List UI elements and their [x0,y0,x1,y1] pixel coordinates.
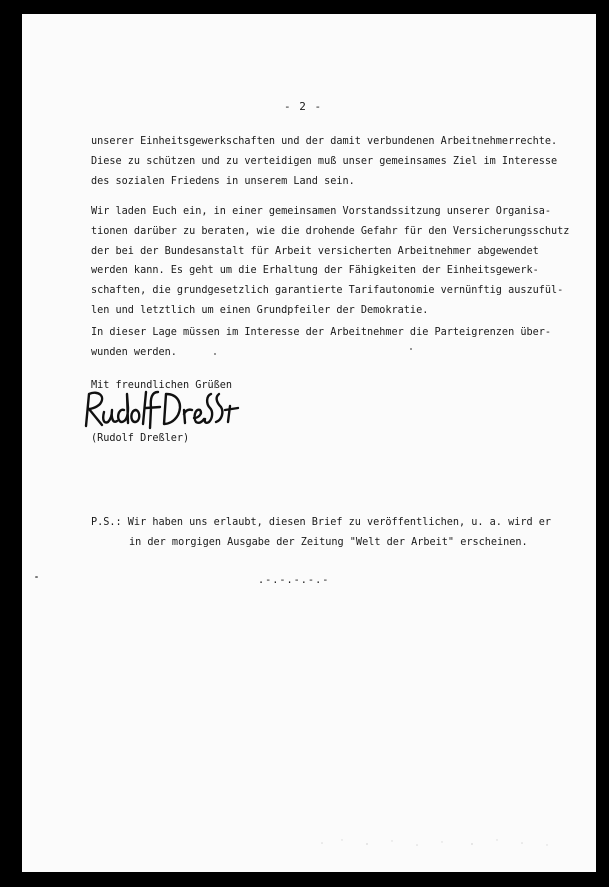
end-mark: .-.-.-.-.- [258,575,330,586]
document-page [22,14,596,872]
paragraph-1 [91,132,558,191]
postscript [91,513,551,553]
text-line: werden kann. Es geht um die Erhaltung der Fähigkeiten der Einheitsgewerk- [91,265,539,277]
scan-speck [410,348,412,350]
scan-speck [214,353,216,355]
scan-noise [312,834,562,852]
text-line: Wir laden Euch ein, in einer gemeinsamen Vorstandssitzung unserer Organisa- [91,206,552,217]
paragraph-3 [91,323,551,363]
handwritten-signature [80,388,240,430]
page-number: - 2 - [284,100,323,113]
text-line: des sozialen Friedens in unserem Land sein. [91,175,355,187]
text-line: der bei der Bundesanstalt für Arbeit versicherten Arbeitnehmer abgewendet [91,245,539,257]
text-line: schaften, die grundgesetzlich garantierte Tarifautonomie vernünftig auszufül- [91,285,564,297]
text-line: tionen darüber zu beraten, wie die drohende Gefahr für den Versicherungsschutz [91,225,570,237]
text-line: wunden werden. [91,346,177,358]
text-line: Diese zu schützen und zu verteidigen muß unser gemeinsames Ziel im Interesse [91,155,558,167]
text-line: In dieser Lage müssen im Interesse der Arbeitnehmer die Parteigrenzen über- [91,327,552,338]
paragraph-2 [91,202,570,321]
text-line: unserer Einheitsgewerkschaften und der damit verbundenen Arbeitnehmerrechte. [91,136,558,147]
text-line: len und letztlich um einen Grundpfeiler der Demokratie. [91,304,429,316]
postscript-line: in der morgigen Ausgabe der Zeitung "Welt der Arbeit" erscheinen. [129,537,528,548]
scan-speck [35,576,38,578]
signatory-name: (Rudolf Dreßler) [91,433,190,444]
postscript-line: P.S.: Wir haben uns erlaubt, diesen Brief zu veröffentlichen, u. a. wird er [91,517,552,528]
closing-greeting: Mit freundlichen Grüßen [91,380,233,391]
